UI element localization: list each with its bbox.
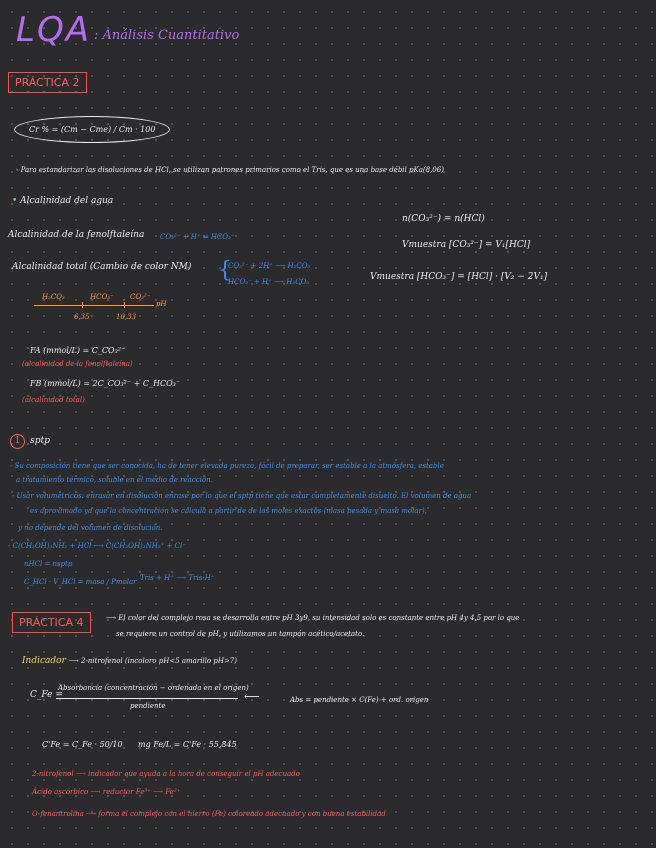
- blue-line-2: a tratamiento térmico, soluble en el medio de reacción.: [16, 476, 213, 484]
- red-line-3: O-fenantrolina ⟶ forma el complejo con el hierro (Fe) coloreado adecuado y con buena estabilidad: [32, 810, 386, 818]
- alcalinidad-total-eq2: HCO₃⁻ + H⁺ ⟶ H₂CO₃: [228, 278, 310, 286]
- blue-line-5: y no depende del volumen de disolución.: [18, 524, 163, 532]
- scale-ph: pH: [156, 300, 167, 308]
- scale-h2co3: H₂CO₃: [42, 293, 65, 301]
- ph-tick-2: [124, 302, 125, 308]
- right-eq-2: Vmuestra [CO₃²⁻] = V₁[HCl]: [402, 240, 531, 250]
- indicador-label: Indicador: [22, 656, 66, 666]
- scale-pk2: 10,33: [116, 313, 137, 321]
- alcalinidad-fenol: Alcalinidad de la fenolftaleína: [8, 230, 145, 240]
- practica-4-text-1: ⟶ El color del complejo rosa se desarrolla entre pH 3y9, su intensidad solo es constante entre pH 4y 4,5 por lo que: [106, 614, 520, 622]
- fa-note: (alcalinidad de la fenolftaleína): [22, 360, 133, 368]
- page-title: LQA: [16, 10, 91, 50]
- mgfe-equation: mg Fe/L = C'Fe · 55,845: [138, 740, 237, 749]
- squiggle-arrow-icon: ⟵: [244, 690, 260, 703]
- cfe-denominator: pendiente: [130, 702, 166, 710]
- fraction-bar: [56, 698, 238, 699]
- fa-equation: FA (mmol/L) = C_CO₃²⁻: [30, 346, 126, 355]
- cfe-lhs: C_Fe =: [30, 690, 63, 700]
- blue-line-3: - Usar volumétricos: enrasar en disolución enrase por lo que el sptp tiene que estar completamente disuelto. El volumen de agua: [12, 492, 472, 500]
- blue-line-8: C_HCl · V_HCl = masa / Pmolar: [24, 578, 137, 586]
- fb-equation: FB (mmol/L) = 2C_CO₃²⁻ + C_HCO₃⁻: [30, 379, 181, 388]
- ph-scale-line: [34, 305, 154, 306]
- abs-equation: Abs = pendiente × C(Fe) + ord. origen: [290, 696, 429, 704]
- red-line-2: Ácido ascórbico ⟶ reductor Fe³⁺ ⟶ Fe²⁺: [32, 788, 181, 796]
- scale-co3: CO₃²⁻: [130, 293, 151, 301]
- alcalinidad-total-eq1: CO₃²⁻ + 2H⁺ ⟶ H₂CO₃: [228, 262, 311, 270]
- right-eq-3: Vmuestra [HCO₃⁻] = [HCl] · [V₂ − 2V₁]: [370, 272, 548, 282]
- alcalinidad-bullet-text: Alcalinidad del agua: [20, 196, 114, 206]
- blue-line-6: - C(CH₂OH)₃NH₂ + HCl ⟷ C(CH₂OH)₃NH₃⁺ + Cl⁻: [8, 542, 186, 550]
- indicador-text: ⟶ 2-nitrofenol (incoloro pH<5 amarillo pH>7): [68, 657, 237, 665]
- page-subtitle: : Análisis Cuantitativo: [94, 28, 240, 43]
- cfe-numerator: Absorbancia (concentración − ordenada en el origen): [58, 684, 249, 692]
- practica-2-heading: PRÁCTICA 2: [8, 72, 87, 93]
- brace-icon: {: [218, 258, 232, 283]
- scale-hco3: HCO₃⁻: [90, 293, 114, 301]
- practica-4-heading: PRÁCTICA 4: [12, 612, 91, 633]
- right-eq-1: n(CO₃²⁻) = n(HCl): [402, 214, 485, 224]
- red-line-1: 2-nitrofenol ⟶ indicador que ayuda a la hora de conseguir el pH adecuado: [32, 770, 300, 778]
- blue-line-1: - Su composición tiene que ser conocida, ha de tener elevada pureza, fácil de preparar, ser estable a la atmósfera, estable: [10, 462, 444, 470]
- scale-pk1: 6,35: [74, 313, 90, 321]
- tris-note: - Para estandarizar las disoluciones de HCl, se utilizan patrones primarios como el Tris, que es una base débil pKa(8,06): [16, 166, 444, 174]
- alcalinidad-bullet: • Alcalinidad del agua: [12, 196, 114, 206]
- error-formula: Cr % = (Cm − Cme) / Cm · 100: [14, 116, 170, 143]
- blue-line-4: es aproximado ya que la concentración se calcula a partir de de las moles exactos (masa pesada y masa molar),: [30, 507, 427, 515]
- ph-tick-1: [82, 302, 83, 308]
- blue-line-7: nHCl = nsptp: [24, 560, 73, 568]
- indicador-line: [22, 656, 237, 666]
- alcalinidad-total: Alcalinidad total (Cambio de color NM): [12, 262, 192, 272]
- fb-note: (alcalinidad total): [22, 396, 85, 404]
- practica-4-text-2: se requiere un control de pH, y utilizamos un tampón acético/acetato.: [116, 630, 365, 638]
- blue-line-9: Tris + H⁺ ⟶ Tris-H⁺: [140, 574, 215, 582]
- circle-number-icon: 1: [10, 434, 25, 449]
- alcalinidad-fenol-eq: CO₃²⁻ + H⁺ ⇌ HCO₃⁻: [160, 233, 235, 241]
- cfe2-equation: C'Fe = C_Fe · 50/10: [42, 740, 123, 749]
- sptp-heading: [10, 428, 50, 449]
- sptp-label: sptp: [30, 436, 50, 446]
